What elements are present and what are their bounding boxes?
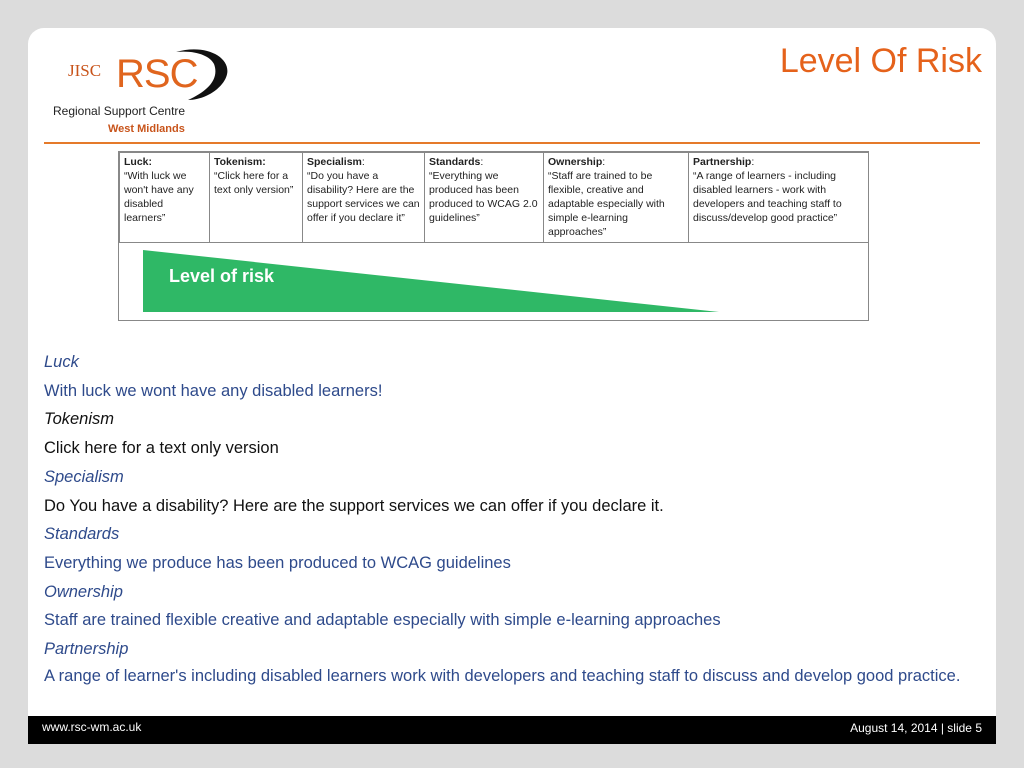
- cell-text: “Do you have a disability? Here are the support services we can offer if you declare it”: [307, 170, 420, 224]
- slide: [28, 28, 996, 744]
- cell-ownership: Ownership: “Staff are trained to be flexible, creative and adaptable especially with simple e-learning approaches”: [544, 153, 689, 243]
- cell-text: “Everything we produced has been produced to WCAG 2.0 guidelines”: [429, 170, 538, 224]
- cell-head: Specialism: [307, 156, 362, 168]
- item-text: A range of learner's including disabled learners work with developers and teaching staff to discuss and develop good practice.: [44, 666, 961, 685]
- cell-head: Tokenism:: [214, 156, 266, 168]
- footer-url[interactable]: www.rsc-wm.ac.uk: [42, 720, 142, 734]
- risk-area: [119, 242, 868, 320]
- item-heading: Luck: [44, 353, 79, 371]
- cell-partnership: Partnership: “A range of learners - including disabled learners - work with developers and teaching staff to discuss/develop good practice”: [689, 153, 869, 243]
- cell-text: “With luck we won't have any disabled learners”: [124, 170, 194, 224]
- cell-head: Ownership: [548, 156, 603, 168]
- logo-swoosh-icon: [170, 46, 236, 104]
- logo-jisc: JISC: [68, 61, 102, 80]
- risk-table: [119, 152, 869, 243]
- cell-head: Standards: [429, 156, 481, 168]
- title-divider: [44, 142, 980, 144]
- footer-bar: [28, 716, 996, 744]
- item-text: Click here for a text only version: [44, 439, 279, 458]
- logo-line1: Regional Support Centre: [53, 104, 186, 118]
- item-text: Everything we produce has been produced to WCAG guidelines: [44, 553, 511, 572]
- risk-descriptions: [44, 348, 974, 688]
- item-heading: Standards: [44, 525, 120, 544]
- cell-text: “Click here for a text only version”: [214, 170, 294, 196]
- risk-label: Level of risk: [169, 266, 275, 286]
- item-heading: Specialism: [44, 467, 124, 486]
- item-text: Do You have a disability? Here are the support services we can offer if you declare it.: [44, 496, 664, 515]
- risk-figure: [118, 151, 869, 321]
- item-heading: Partnership: [44, 640, 129, 659]
- cell-specialism: Specialism: “Do you have a disability? Here are the support services we can offer if you declare it”: [303, 153, 425, 243]
- item-heading: Ownership: [44, 582, 123, 601]
- item-text: With luck we wont have any disabled learners!: [44, 381, 383, 400]
- logo-line2: West Midlands: [108, 123, 185, 135]
- item-text: Staff are trained flexible creative and adaptable especially with simple e-learning approaches: [44, 611, 721, 630]
- slide-title: Level Of Risk: [779, 42, 982, 80]
- footer-date-slide: August 14, 2014 | slide 5: [850, 721, 982, 735]
- cell-head: Partnership: [693, 156, 752, 168]
- cell-text: “Staff are trained to be flexible, creative and adaptable especially with simple e-learning approaches”: [548, 170, 665, 238]
- logo-rsc: RSC: [116, 52, 198, 96]
- cell-tokenism: [210, 153, 303, 243]
- cell-head: Luck:: [124, 156, 153, 168]
- cell-text: “A range of learners - including disabled learners - work with developers and teaching staff to discuss/develop good practice”: [693, 170, 842, 224]
- item-heading: Tokenism: [44, 410, 115, 429]
- cell-standards: Standards: “Everything we produced has been produced to WCAG 2.0 guidelines”: [425, 153, 544, 243]
- rsc-logo: [52, 38, 232, 133]
- cell-luck: [120, 153, 210, 243]
